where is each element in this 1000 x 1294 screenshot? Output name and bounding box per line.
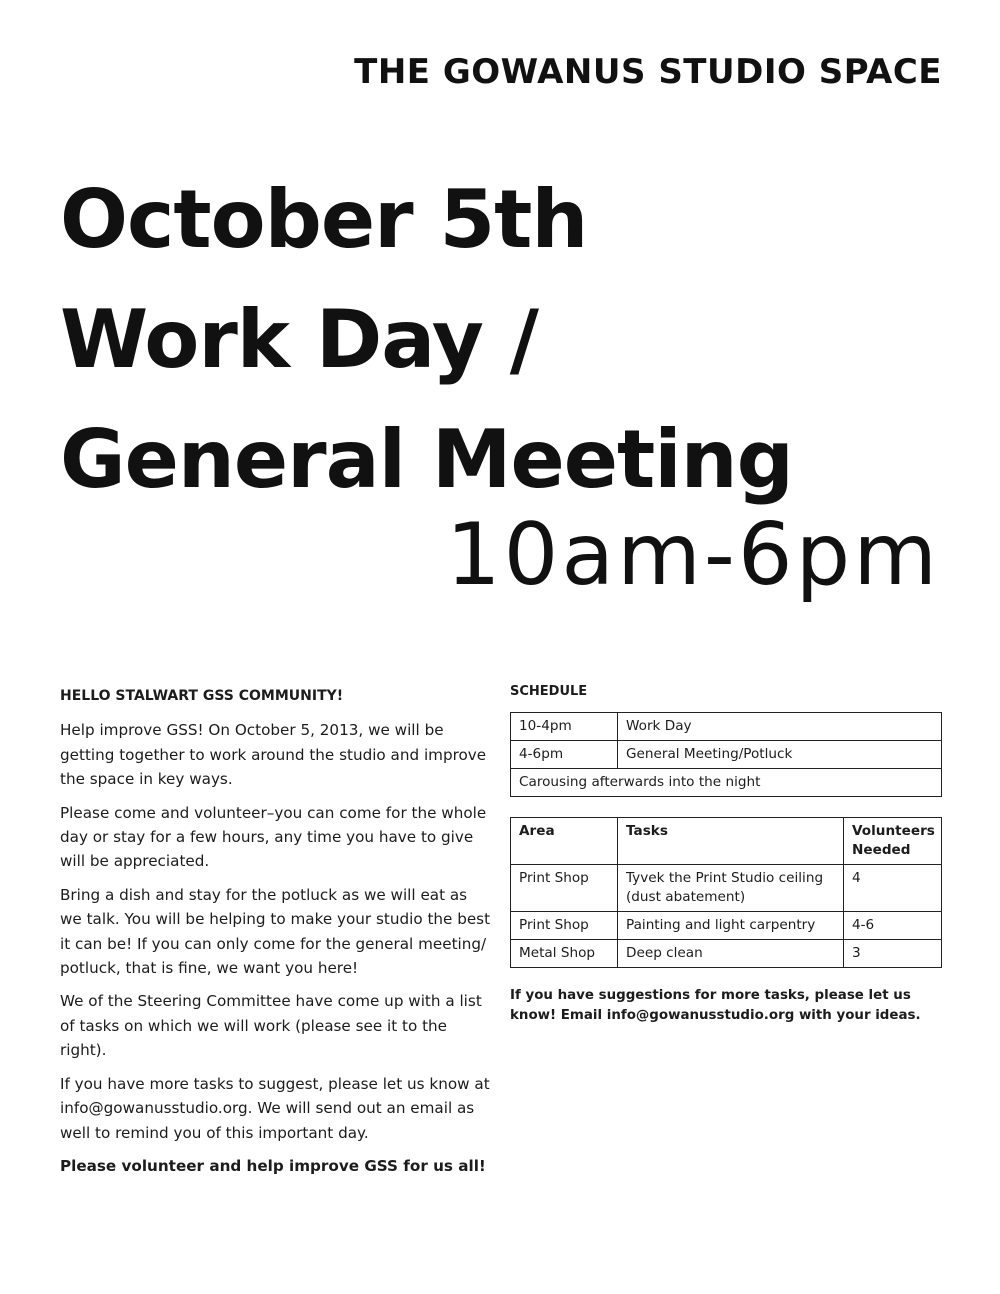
table-row: [511, 940, 942, 968]
intro-paragraph: We of the Steering Committee have come up with a list of tasks on which we will work (please see it to the right).: [60, 992, 482, 1060]
task-area: Print Shop: [511, 865, 618, 912]
table-row: [511, 912, 942, 940]
event-time: 10am-6pm: [445, 505, 940, 605]
title-line-work-day: Work Day /: [60, 293, 539, 386]
table-row: [511, 713, 942, 741]
schedule-time: 10-4pm: [511, 713, 618, 741]
schedule-table: [510, 712, 942, 797]
title-line-general-meeting: General Meeting: [60, 413, 793, 506]
intro-paragraph: Bring a dish and stay for the potluck as we will eat as we talk. You will be helping to make your studio the best it can be! If you can only come for the general meeting/ potluck, that is fine, we want you here!: [60, 885, 491, 978]
task-area: Metal Shop: [511, 940, 618, 968]
tasks-table: [510, 817, 942, 968]
schedule-column: [510, 684, 942, 1026]
suggestion-note: If you have suggestions for more tasks, please let us know! Email info@gowanusstudio.org with your ideas.: [510, 988, 921, 1023]
closing-call-to-action: Please volunteer and help improve GSS for us all!: [60, 1156, 486, 1175]
column-header-volunteers: Volunteers Needed: [844, 818, 942, 865]
table-header-row: [511, 818, 942, 865]
intro-column: [60, 684, 492, 1187]
task-area: Print Shop: [511, 912, 618, 940]
title-line-date: October 5th: [60, 173, 588, 266]
intro-paragraph: Please come and volunteer–you can come for the whole day or stay for a few hours, any time you have to give will be appreciated.: [60, 803, 487, 871]
schedule-activity: General Meeting/Potluck: [618, 741, 942, 769]
page-title: [60, 160, 793, 520]
column-header-area: Area: [511, 818, 618, 865]
task-volunteers: 4: [844, 865, 942, 912]
schedule-activity: Work Day: [618, 713, 942, 741]
schedule-footer: Carousing afterwards into the night: [511, 769, 942, 797]
schedule-label: SCHEDULE: [510, 684, 588, 699]
table-row: [511, 769, 942, 797]
intro-paragraph: If you have more tasks to suggest, please let us know at info@gowanusstudio.org. We will send out an email as well to remind you of this important day.: [60, 1074, 490, 1142]
organization-name: THE GOWANUS STUDIO SPACE: [354, 52, 942, 92]
task-description: Tyvek the Print Studio ceiling (dust abatement): [618, 865, 844, 912]
task-description: Painting and light carpentry: [618, 912, 844, 940]
intro-paragraph: Help improve GSS! On October 5, 2013, we will be getting together to work around the studio and improve the space in key ways.: [60, 721, 487, 789]
task-description: Deep clean: [618, 940, 844, 968]
task-volunteers: 4-6: [844, 912, 942, 940]
column-header-tasks: Tasks: [618, 818, 844, 865]
table-row: [511, 865, 942, 912]
table-row: [511, 741, 942, 769]
schedule-time: 4-6pm: [511, 741, 618, 769]
task-volunteers: 3: [844, 940, 942, 968]
intro-heading: HELLO STALWART GSS COMMUNITY!: [60, 688, 344, 704]
